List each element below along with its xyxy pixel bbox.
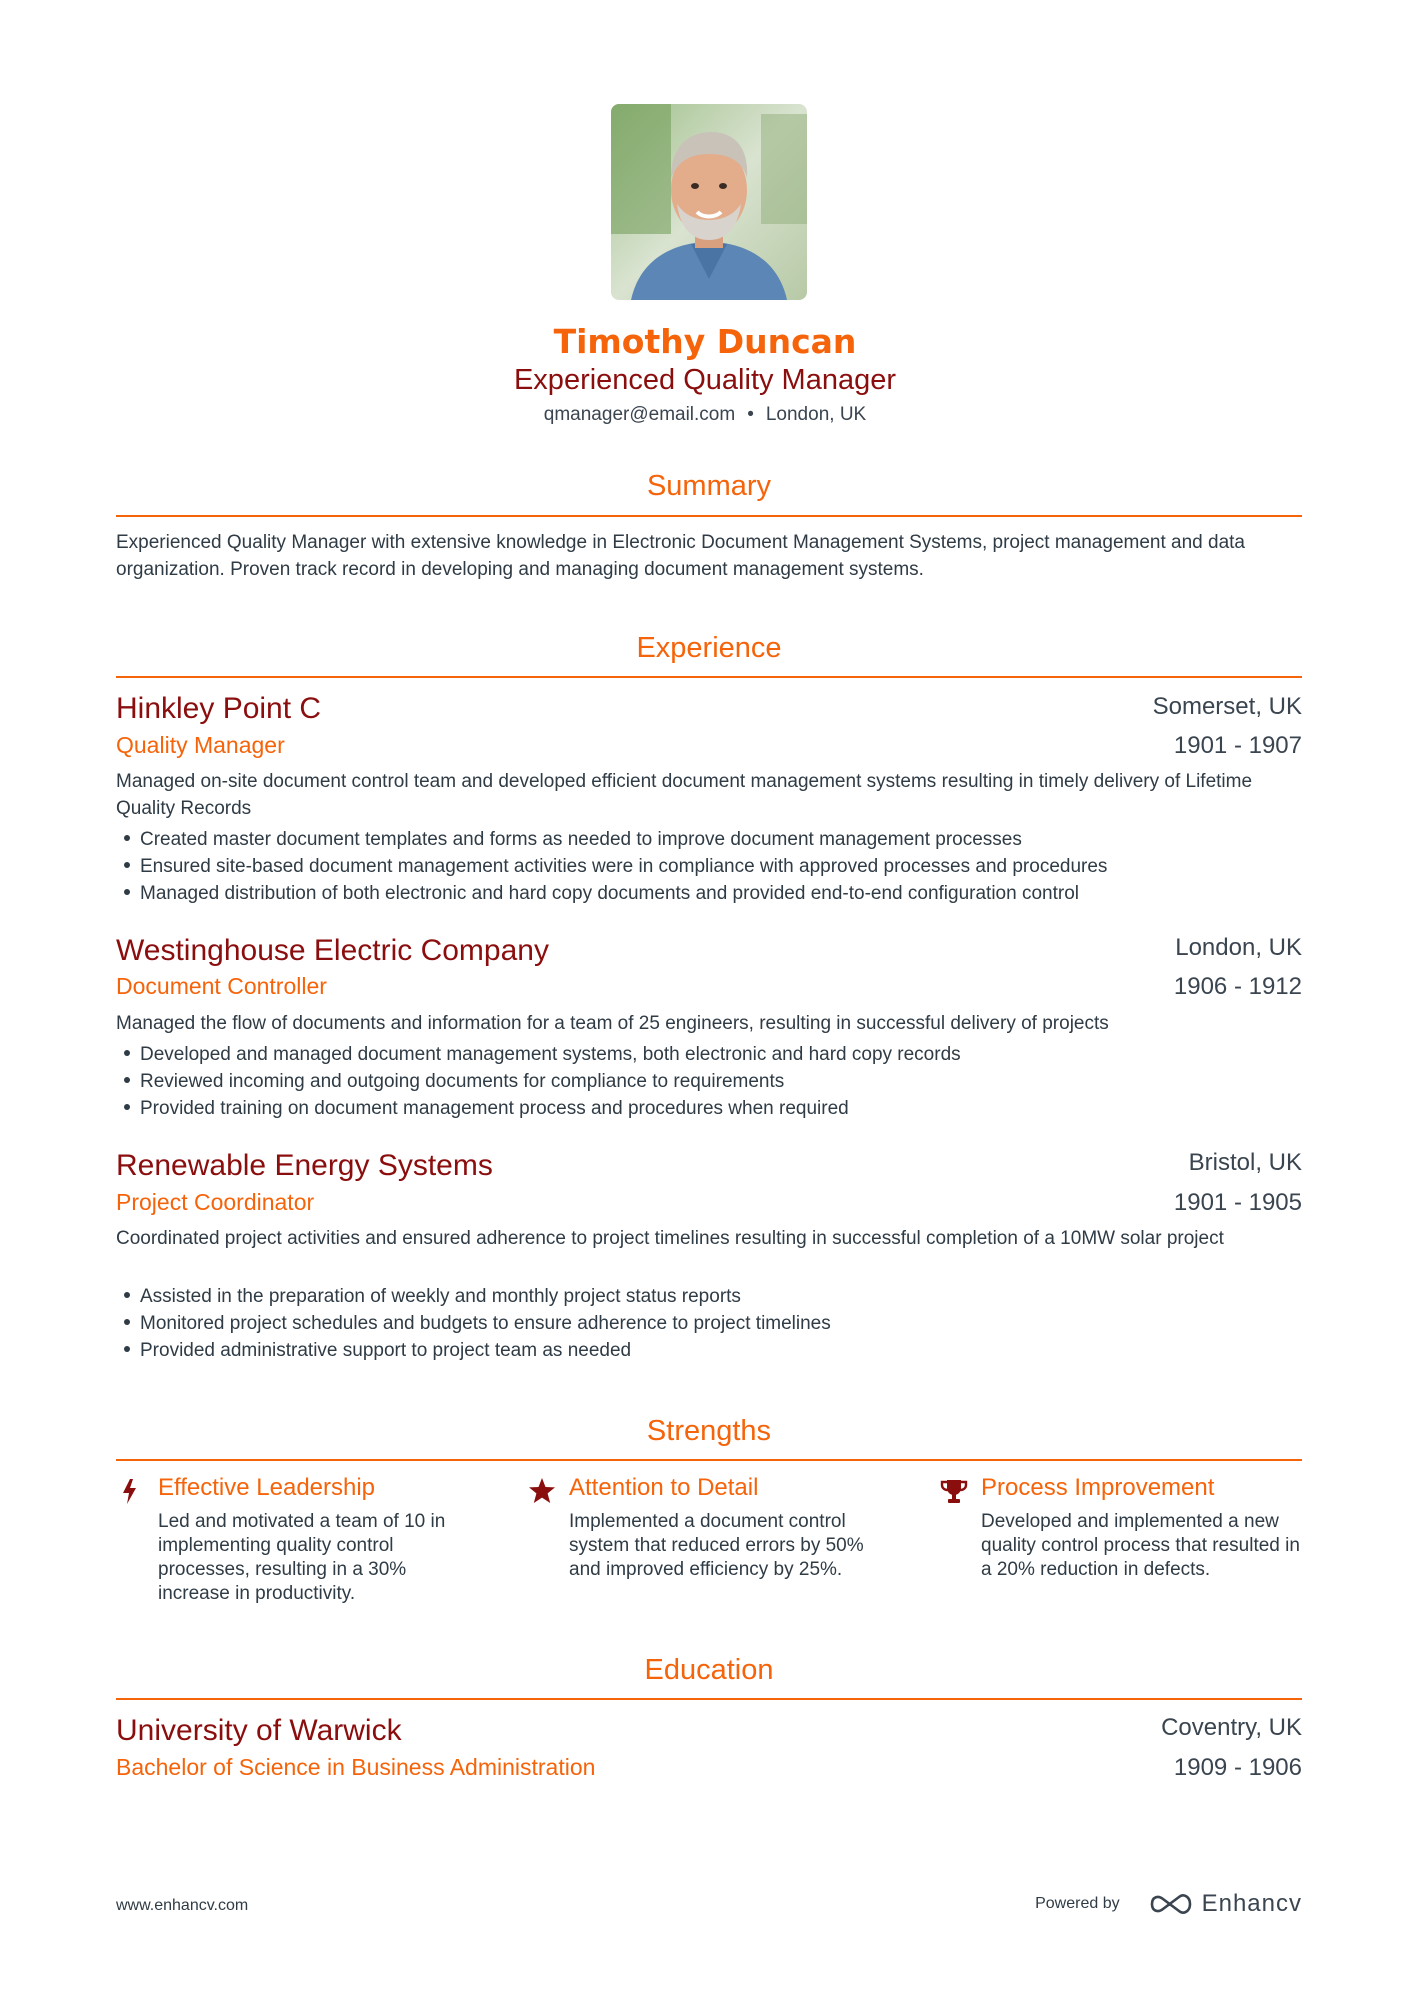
enhancv-brand-text[interactable]: Enhancv: [1201, 1890, 1302, 1917]
summary-heading: Summary: [646, 470, 772, 502]
job-role: Quality Manager: [116, 732, 285, 758]
job-dates: 1901 - 1905: [1173, 1189, 1302, 1216]
strength-title: Effective Leadership: [158, 1474, 376, 1501]
profile-photo-image: [611, 104, 807, 300]
job-location: London, UK: [1175, 934, 1302, 961]
lightning-bolt-icon: [116, 1476, 146, 1506]
job-description: Managed on-site document control team and developed efficient document management systems resulting in timely delivery of Lifetime Quality Records: [116, 771, 1253, 819]
job-description: Coordinated project activities and ensured adherence to project timelines resulting in successful completion of a 10MW solar project: [116, 1228, 1224, 1249]
summary-text: Experienced Quality Manager with extensive knowledge in Electronic Document Management Systems, project management and data organization. Proven track record in developing and managing document management systems.: [116, 532, 1245, 580]
candidate-name: Timothy Duncan: [553, 322, 857, 361]
job-company: Hinkley Point C: [116, 692, 322, 725]
contact-line: [0, 404, 1410, 426]
strength-title: Process Improvement: [981, 1474, 1215, 1501]
job-bullets: [116, 1283, 1306, 1364]
summary-divider: [116, 515, 1302, 517]
candidate-title: Experienced Quality Manager: [513, 364, 897, 396]
experience-heading: Experience: [636, 632, 782, 664]
bullet-item: Developed and managed document management systems, both electronic and hard copy records: [116, 1041, 1306, 1068]
powered-by-text: Powered by: [1035, 1895, 1120, 1912]
enhancv-logo-icon: [1148, 1891, 1194, 1917]
education-dates: 1909 - 1906: [1173, 1754, 1302, 1781]
job-location: Bristol, UK: [1188, 1149, 1302, 1176]
strength-description: Developed and implemented a new quality control process that resulted in a 20% reduction in defects.: [981, 1511, 1300, 1580]
bullet-item: Monitored project schedules and budgets to ensure adherence to project timelines: [116, 1310, 1306, 1337]
star-icon: [527, 1476, 557, 1506]
strength-description: Implemented a document control system that reduced errors by 50% and improved efficiency by 25%.: [569, 1511, 864, 1580]
job-role: Document Controller: [116, 973, 327, 999]
job-bullets: [116, 826, 1306, 907]
job-company: Renewable Energy Systems: [116, 1149, 493, 1182]
job-dates: 1901 - 1907: [1173, 732, 1302, 759]
trophy-icon: [939, 1476, 969, 1506]
job-company: Westinghouse Electric Company: [116, 934, 549, 967]
experience-divider: [116, 676, 1302, 678]
job-location: Somerset, UK: [1152, 693, 1302, 720]
bullet-item: Created master document templates and forms as needed to improve document management processes: [116, 826, 1306, 853]
footer-website-link[interactable]: www.enhancv.com: [116, 1897, 249, 1914]
strengths-heading: Strengths: [646, 1415, 772, 1447]
bullet-item: Reviewed incoming and outgoing documents for compliance to requirements: [116, 1068, 1306, 1095]
footer-branding: [1035, 1890, 1302, 1918]
job-role: Project Coordinator: [116, 1189, 315, 1215]
email-text[interactable]: qmanager@email.com: [543, 404, 736, 425]
school-location: Coventry, UK: [1161, 1714, 1302, 1741]
strength-title: Attention to Detail: [569, 1474, 759, 1501]
job-description: Managed the flow of documents and information for a team of 25 engineers, resulting in successful delivery of projects: [116, 1013, 1109, 1034]
location-text: London, UK: [765, 404, 867, 425]
separator-dot: •: [747, 404, 754, 425]
profile-photo: [611, 104, 807, 300]
education-divider: [116, 1698, 1302, 1700]
school-name: University of Warwick: [116, 1714, 402, 1747]
strength-description: Led and motivated a team of 10 in implementing quality control processes, resulting in a 30% increase in productivity.: [158, 1511, 446, 1604]
bullet-item: Managed distribution of both electronic and hard copy documents and provided end-to-end configuration control: [116, 880, 1306, 907]
bullet-item: Provided administrative support to project team as needed: [116, 1337, 1306, 1364]
strengths-divider: [116, 1459, 1302, 1461]
degree-name: Bachelor of Science in Business Administration: [116, 1754, 596, 1780]
job-dates: 1906 - 1912: [1173, 973, 1302, 1000]
job-bullets: [116, 1041, 1306, 1122]
bullet-item: Provided training on document management process and procedures when required: [116, 1095, 1306, 1122]
bullet-item: Assisted in the preparation of weekly and monthly project status reports: [116, 1283, 1306, 1310]
bullet-item: Ensured site-based document management activities were in compliance with approved processes and procedures: [116, 853, 1306, 880]
education-heading: Education: [644, 1654, 774, 1686]
